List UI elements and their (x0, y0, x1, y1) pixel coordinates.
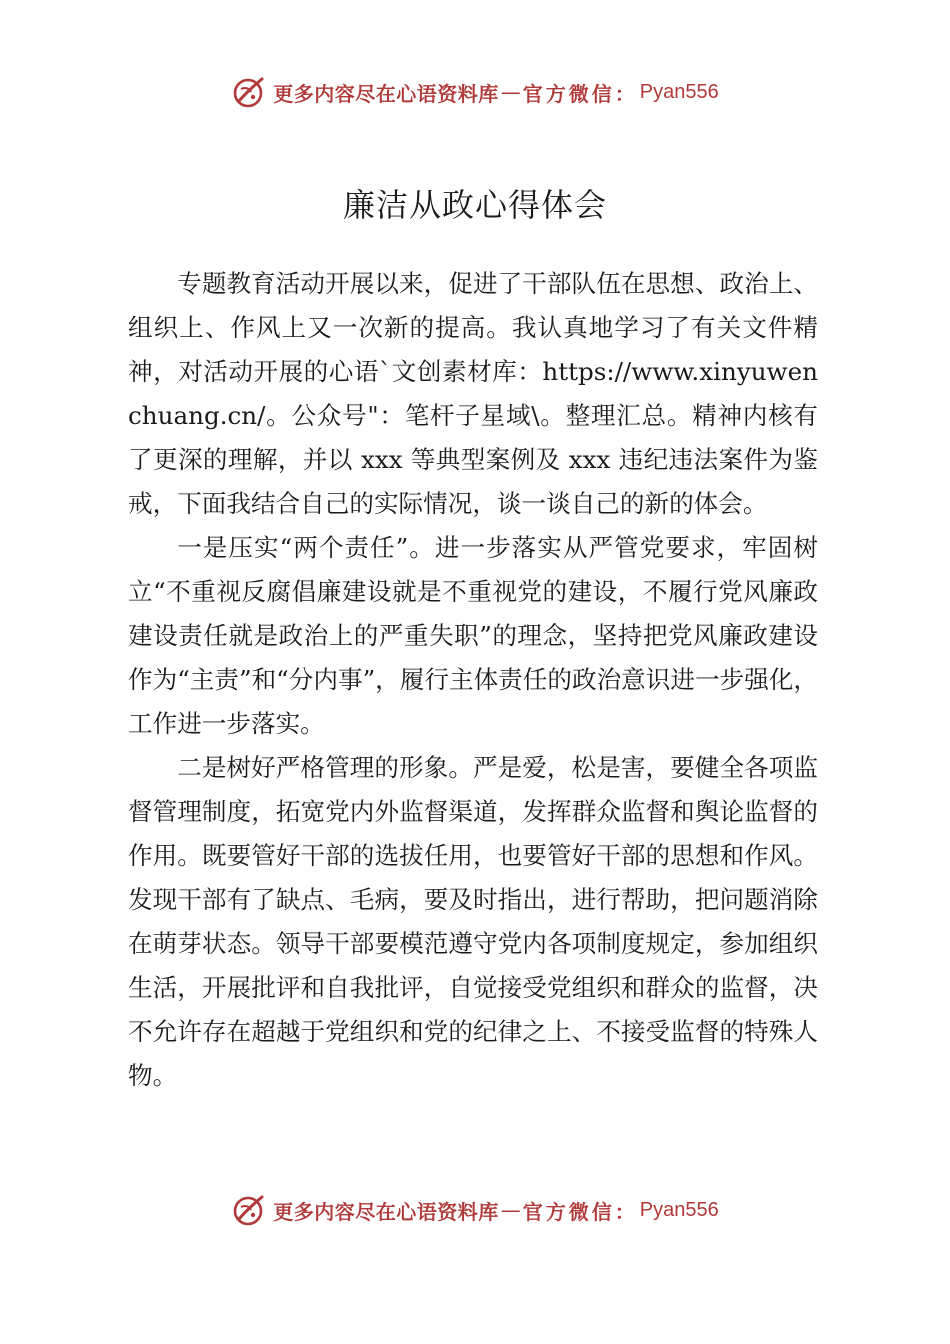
banner-main-text: 更多内容尽在心语资料库 (273, 81, 499, 106)
paragraph-intro: 专题教育活动开展以来，促进了干部队伍在思想、政治上、组织上、作风上又一次新的提高。我认真地学习了有关文件精神，对活动开展的心语`文创素材库：https://www.xinyuwenchuang.cn/。公众号"：笔杆子星域\。整理汇总。精神内核有了更深的理解，并以 xxx 等典型案例及 xxx 违纪违法案件为鉴戒，下面我结合自己的实际情况，谈一谈自己的新的体会。 (128, 269, 818, 518)
banner-wechat-id: Pyan556 (639, 1198, 719, 1221)
banner-dash: — (500, 1198, 521, 1222)
banner-wechat-id: Pyan556 (639, 80, 719, 103)
banner-wechat-label: 官方微信： (522, 1199, 638, 1224)
banner-wechat-label: 官方微信： (522, 81, 638, 106)
brush-logo-icon (231, 74, 267, 110)
header-banner (0, 70, 950, 114)
document-title: 廉洁从政心得体会 (342, 186, 607, 224)
paragraph-point-one: 一是压实“两个责任”。进一步落实从严管党要求，牢固树立“不重视反腐倡廉建设就是不重视党的建设，不履行党风廉政建设责任就是政治上的严重失职”的理念，坚持把党风廉政建设作为“主责”和“分内事”，履行主体责任的政治意识进一步强化，工作进一步落实。 (128, 533, 818, 738)
document-body (128, 262, 818, 1098)
footer-banner (0, 1188, 950, 1232)
paragraph-point-two: 二是树好严格管理的形象。严是爱，松是害，要健全各项监督管理制度，拓宽党内外监督渠道，发挥群众监督和舆论监督的作用。既要管好干部的选拔任用，也要管好干部的思想和作风。发现干部有了缺点、毛病，要及时指出，进行帮助，把问题消除在萌芽状态。领导干部要模范遵守党内各项制度规定，参加组织生活，开展批评和自我批评，自觉接受党组织和群众的监督，决不允许存在超越于党组织和党的纪律之上、不接受监督的特殊人物。 (128, 753, 818, 1090)
banner-main-text: 更多内容尽在心语资料库 (273, 1199, 499, 1224)
banner-dash: — (500, 80, 521, 104)
brush-logo-icon (231, 1192, 267, 1228)
